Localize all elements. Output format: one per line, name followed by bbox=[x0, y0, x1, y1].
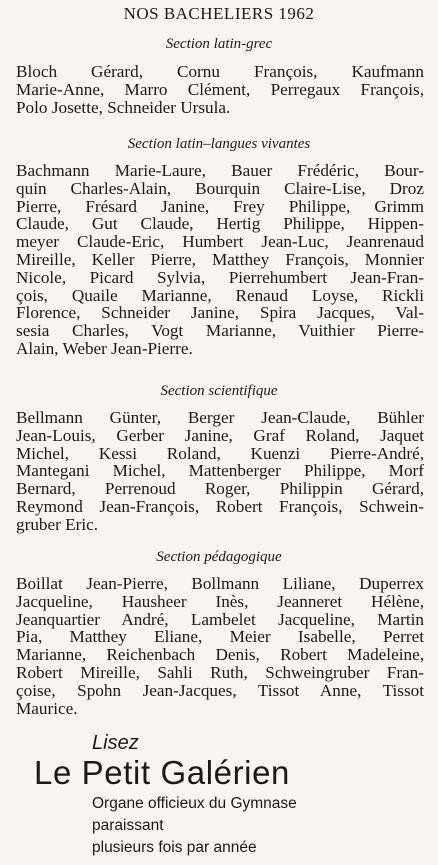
section-body-pedagogique bbox=[16, 575, 424, 717]
section-heading-scientifique: Section scientifique bbox=[160, 383, 278, 399]
text-line: Mantegani Michel, Mattenberger Philippe, Morf bbox=[16, 461, 424, 481]
text-line: Florence, Schneider Janine, Spira Jacques, Val- bbox=[16, 303, 424, 323]
promo-title: Le Petit Galérien bbox=[34, 754, 291, 791]
promo-line-2: paraissant bbox=[92, 817, 164, 834]
text-line: Alain, Weber Jean-Pierre. bbox=[16, 338, 193, 358]
text-line: Maurice. bbox=[16, 698, 78, 718]
promo-line-3: plusieurs fois par année bbox=[92, 839, 257, 856]
text-line: Jean-Louis, Gerber Janine, Graf Roland, Jaquet bbox=[16, 425, 424, 445]
text-line: Jeanquartier André, Lambelet Jacqueline, Martin bbox=[16, 609, 424, 629]
section-body-scientifique bbox=[16, 409, 424, 534]
text-line: Claude, Gut Claude, Hertig Philippe, Hippen- bbox=[16, 214, 424, 234]
text-line: Bloch Gérard, Cornu François, Kaufmann bbox=[16, 62, 424, 81]
text-line: Mireille, Keller Pierre, Matthey François, Monnier bbox=[16, 249, 424, 269]
text-line: Pia, Matthey Eliane, Meier Isabelle, Perret bbox=[16, 627, 424, 647]
section-heading-latin-grec: Section latin-grec bbox=[165, 36, 273, 52]
section-body-latin-grec bbox=[16, 63, 424, 116]
text-line: Marie-Anne, Marro Clément, Perregaux François, bbox=[16, 79, 424, 99]
section-heading-latin-langues: Section latin–langues vivantes bbox=[127, 136, 311, 152]
text-line: quin Charles-Alain, Bourquin Claire-Lise, Droz bbox=[16, 178, 424, 198]
text-line: Robert Mireille, Sahli Ruth, Schweingruber Fran- bbox=[16, 662, 424, 682]
text-line: Jacqueline, Hausheer Inès, Jeanneret Hélène, bbox=[16, 591, 424, 611]
text-line: sesia Charles, Vogt Marianne, Vuithier Pierre- bbox=[16, 321, 424, 341]
text-line: Pierre, Frésard Janine, Frey Philippe, Grimm bbox=[16, 196, 424, 216]
text-line: Reymond Jean-François, Robert François, Schwein- bbox=[16, 496, 424, 516]
text-line: Michel, Kessi Roland, Kuenzi Pierre-André, bbox=[16, 443, 424, 463]
promo-lisez: Lisez bbox=[92, 732, 139, 754]
section-body-latin-langues bbox=[16, 162, 424, 358]
page-title: NOS BACHELIERS 1962 bbox=[123, 4, 315, 23]
section-heading-pedagogique: Section pédagogique bbox=[156, 549, 282, 565]
text-line: Polo Josette, Schneider Ursula. bbox=[16, 97, 231, 117]
promo-line-1: Organe officieux du Gymnase bbox=[92, 795, 297, 812]
text-line: Boillat Jean-Pierre, Bollmann Liliane, Duperrex bbox=[16, 574, 424, 593]
text-line: Marianne, Reichenbach Denis, Robert Madeleine, bbox=[16, 645, 424, 665]
text-line: Bachmann Marie-Laure, Bauer Frédéric, Bour- bbox=[16, 161, 424, 180]
text-line: çois, Quaile Marianne, Renaud Loyse, Rickli bbox=[16, 285, 424, 305]
text-line: meyer Claude-Eric, Humbert Jean-Luc, Jeanrenaud bbox=[16, 232, 424, 252]
text-line: Bellmann Günter, Berger Jean-Claude, Bühler bbox=[16, 408, 424, 427]
text-line: Nicole, Picard Sylvia, Pierrehumbert Jean-Fran- bbox=[16, 267, 424, 287]
text-line: gruber Eric. bbox=[16, 514, 99, 534]
text-line: Bernard, Perrenoud Roger, Philippin Gérard, bbox=[16, 479, 424, 499]
text-line: çoise, Spohn Jean-Jacques, Tissot Anne, Tissot bbox=[16, 680, 424, 700]
